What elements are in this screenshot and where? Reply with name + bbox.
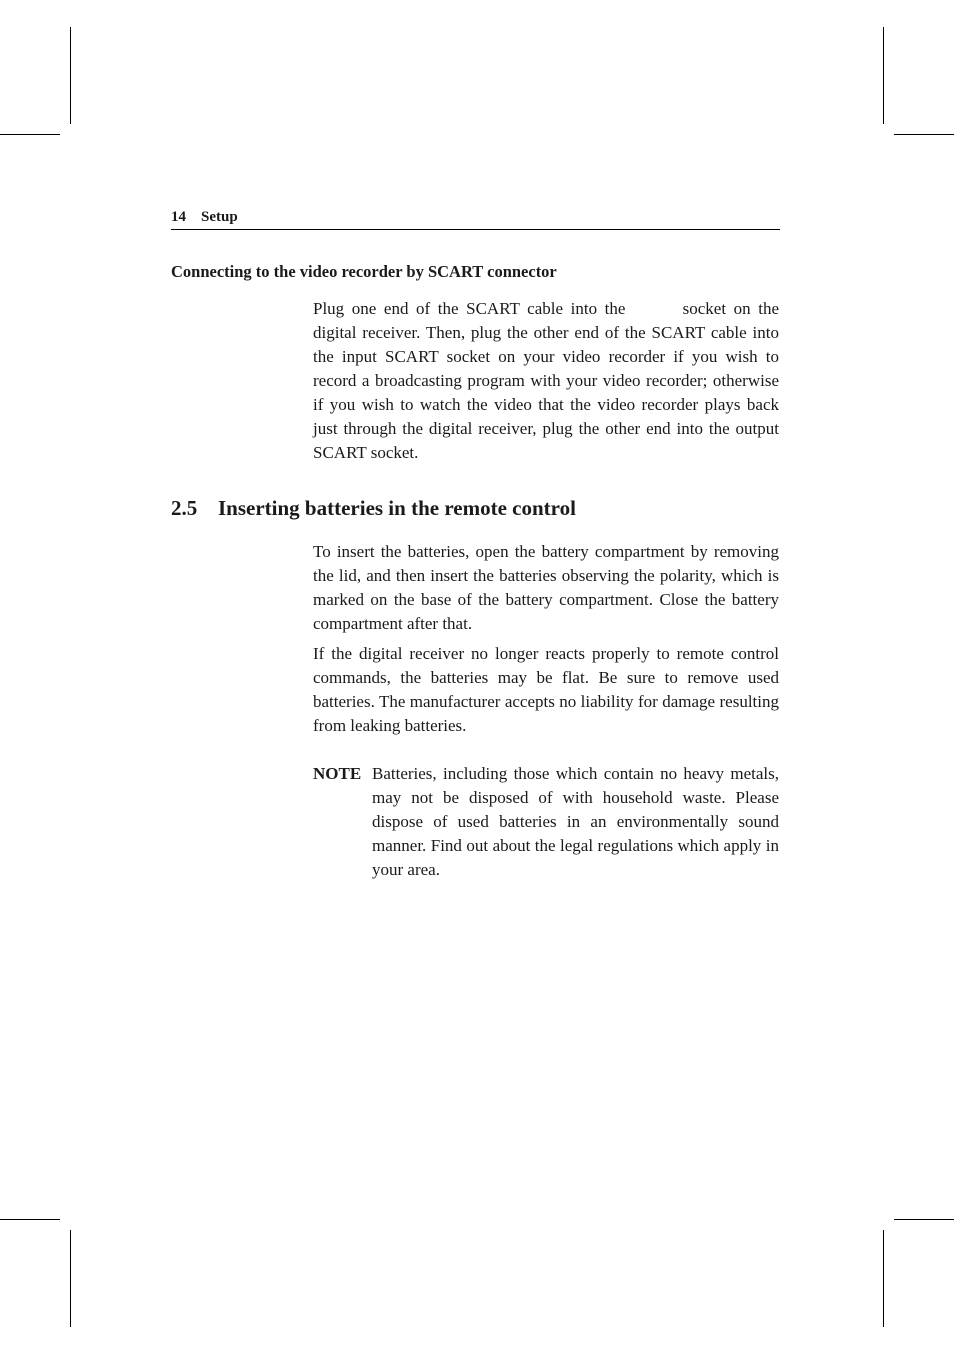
- running-header-section: Setup: [201, 209, 238, 225]
- crop-mark-top-left-vertical: [70, 27, 71, 124]
- crop-mark-top-right-vertical: [883, 27, 884, 124]
- running-header: [171, 209, 780, 230]
- crop-mark-bottom-left-vertical: [70, 1230, 71, 1327]
- section-heading: [171, 496, 576, 521]
- crop-mark-bottom-right-horizontal: [894, 1219, 954, 1220]
- crop-mark-bottom-right-vertical: [883, 1230, 884, 1327]
- batteries-paragraph-1: To insert the batteries, open the battery compartment by removing the lid, and then insert the batteries observing the polarity, which is marked on the base of the battery compartment. Close the battery compartment after that.: [313, 542, 779, 633]
- scart-body: [313, 297, 779, 471]
- crop-mark-top-left-horizontal: [0, 134, 60, 135]
- page-number: 14: [171, 209, 186, 225]
- scart-text-before-gap: Plug one end of the SCART cable into the: [313, 299, 626, 318]
- crop-mark-top-right-horizontal: [894, 134, 954, 135]
- batteries-body: [313, 540, 779, 744]
- scart-heading: Connecting to the video recorder by SCART connector: [171, 262, 557, 281]
- section-title: Inserting batteries in the remote control: [218, 496, 576, 520]
- scart-text-after-gap: socket on the digital receiver. Then, plug the other end of the SCART cable into the input SCART socket on your video recorder if you wish to record a broadcasting program with your video recorder; otherwise if you wish to watch the video that the video recorder plays back just through the digital receiver, plug the other end into the output SCART socket.: [313, 299, 779, 462]
- batteries-paragraph-2: If the digital receiver no longer reacts properly to remote control commands, the batteries may be flat. Be sure to remove used batteries. The manufacturer accepts no liability for damage resulting from leaking batteries.: [313, 644, 779, 735]
- scart-paragraph: [313, 297, 779, 465]
- section-number: 2.5: [171, 496, 198, 520]
- crop-mark-bottom-left-horizontal: [0, 1219, 60, 1220]
- note-label: NOTE: [313, 764, 362, 783]
- note-block: [313, 762, 779, 882]
- note-text: Batteries, including those which contain no heavy metals, may not be disposed of with household waste. Please dispose of used batteries in an environmentally sound manner. Find out about the legal regulations which apply in your area.: [372, 764, 779, 879]
